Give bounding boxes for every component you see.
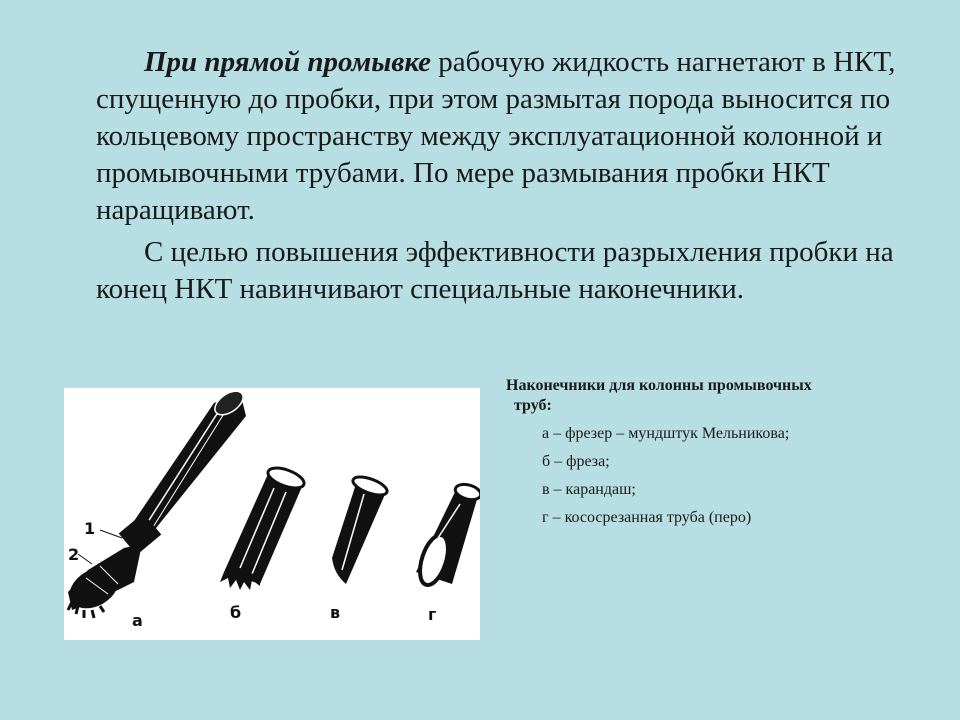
tips-figure bbox=[64, 388, 480, 640]
paragraph-direct-flushing-body: рабочую жидкость нагнетают в НКТ, спущенную до пробки, при этом размытая порода выносится по кольцевому пространству между эксплуатационной колонной и промывочными трубами. По мере размывания пробки НКТ наращивают. bbox=[96, 46, 896, 226]
label-a: а bbox=[132, 611, 143, 630]
tip-a-drawing bbox=[64, 388, 247, 618]
tip-g-drawing bbox=[415, 482, 480, 589]
tips-drawing bbox=[64, 388, 480, 640]
tip-b-drawing bbox=[220, 464, 307, 590]
paragraph-direct-flushing bbox=[96, 44, 916, 229]
caption-item-g: г – кососрезанная труба (перо) bbox=[542, 509, 752, 526]
main-text bbox=[96, 44, 916, 313]
caption-title-line2: труб: bbox=[514, 397, 552, 414]
label-g: г bbox=[428, 605, 437, 624]
callout-1: 1 bbox=[84, 519, 96, 538]
emphasis-direct-flushing: При прямой промывке bbox=[144, 46, 432, 78]
caption-title-line1: Наконечники для колонны промывочных bbox=[506, 377, 812, 394]
caption-item-v: в – карандаш; bbox=[542, 481, 636, 498]
paragraph-tips: С целью повышения эффективности разрыхления пробки на конец НКТ навинчивают специальные наконечники. bbox=[96, 236, 894, 305]
label-b: б bbox=[230, 603, 242, 622]
tip-v-drawing bbox=[332, 473, 389, 584]
caption-item-b: б – фреза; bbox=[542, 453, 610, 470]
figure-caption bbox=[506, 376, 926, 536]
callout-2: 2 bbox=[68, 545, 80, 564]
label-v: в bbox=[330, 603, 341, 622]
caption-item-a: а – фрезер – мундштук Мельникова; bbox=[542, 425, 790, 442]
